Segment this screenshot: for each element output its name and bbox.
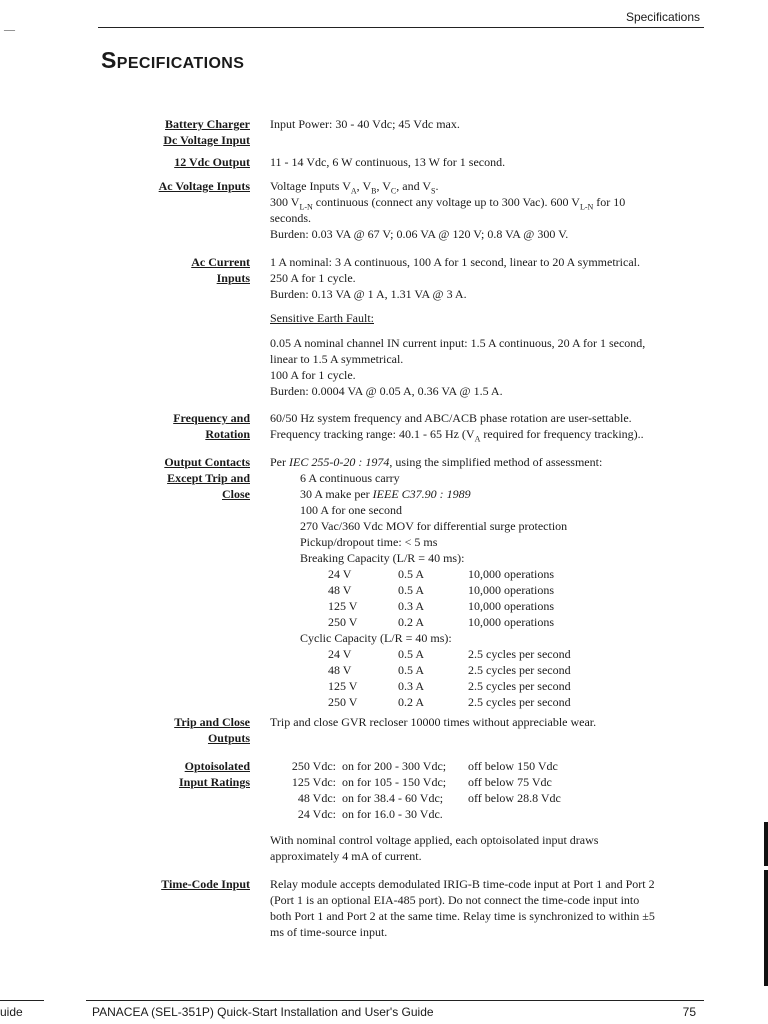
table-row: 250 Vdc: on for 200 - 300 Vdc; off below 150 Vdc (291, 759, 558, 773)
table-row: 48 V 0.5 A 10,000 operations (328, 583, 554, 597)
change-bar (764, 822, 768, 866)
footer-rule (0, 1000, 44, 1001)
footer-title: PANACEA (SEL-351P) Quick-Start Installation and User's Guide (92, 1005, 434, 1019)
table-row: 125 V 0.3 A 10,000 operations (328, 599, 554, 613)
spec-body: 11 - 14 Vdc, 6 W continuous, 13 W for 1 second. (270, 155, 506, 169)
spec-body: 1 A nominal: 3 A continuous, 100 A for 1 second, linear to 20 A symmetrical. 250 A for 1 cycle. Burden: 0.13 VA @ 1 A, 1.31 VA @ 3 A. Sensitive Earth Fault: 0.05 A nominal channel IN current input: 1.5 A continuous, 20 A for 1 second, linear to 1.5 A symmetrical. 100 A for 1 cycle. Burden: 0.0004 VA @ 0.05 A, 0.36 VA @ 1.5 A. (270, 254, 690, 399)
spec-label: Battery Charger Dc Voltage Input (163, 117, 250, 147)
spec-body: Input Power: 30 - 40 Vdc; 45 Vdc max. (270, 117, 460, 131)
edge-dash: — (4, 24, 15, 36)
spec-body: Relay module accepts demodulated IRIG-B time-code input at Port 1 and Port 2 (Port 1 is an optional EIA-485 port). Do not connect the time-code input into both Port 1 and Port 2 at the same time. Relay time is synchronized to within ±5 ms of time-source input. (270, 877, 655, 939)
footer-cut-text: uide (0, 1005, 23, 1019)
page-number: 75 (682, 1005, 696, 1019)
table-row: 125 V 0.3 A 2.5 cycles per second (328, 679, 571, 693)
spec-body: Trip and close GVR recloser 10000 times without appreciable wear. (270, 715, 597, 729)
breaking-capacity-table (328, 566, 554, 630)
table-row: 250 V 0.2 A 2.5 cycles per second (328, 695, 571, 709)
page-title: Specifications (101, 47, 245, 73)
table-row: 250 V 0.2 A 10,000 operations (328, 615, 554, 629)
spec-label: Ac Current Inputs (191, 255, 250, 285)
spec-label: Output Contacts Except Trip and Close (164, 455, 250, 501)
optoisolated-ratings-table (280, 758, 567, 822)
sensitive-earth-fault-heading: Sensitive Earth Fault: (270, 311, 374, 325)
spec-label: Time-Code Input (161, 877, 250, 891)
table-row: 48 V 0.5 A 2.5 cycles per second (328, 663, 571, 677)
spec-body: Voltage Inputs $V_A$, $V_B$, $V_C$, and $V_S$. 300 $V_{L-N}$ continuous (connect any voltage up to 300 Vac). 600 $V_{L-N}$ for 10 seconds. Burden: 0.03 VA @ 67 V; 0.06 VA @ 120 V; 0.8 VA @ 300 V. (270, 179, 626, 241)
table-row: 48 Vdc: on for 38.4 - 60 Vdc; off below 28.8 Vdc (297, 791, 561, 805)
cyclic-capacity-table (328, 646, 571, 710)
change-bar (764, 870, 768, 986)
running-header: Specifications (625, 10, 700, 24)
spec-body: 250 Vdc: on for 200 - 300 Vdc; off below 150 Vdc 125 Vdc: on for 105 - 150 Vdc; off below 75 Vdc 48 Vdc: on for 38.4 - 60 Vdc; off below 28.8 Vdc 24 Vdc: on for 16.0 - 30 Vdc. With nominal control voltage applied, each optoisolated input draws approximately 4 mA of current. (270, 759, 599, 863)
table-row: 24 Vdc: on for 16.0 - 30 Vdc. (297, 807, 443, 821)
spec-label: Ac Voltage Inputs (158, 179, 250, 193)
spec-label: 12 Vdc Output (174, 155, 250, 169)
spec-body: Per IEC 255-0-20 : 1974, using the simplified method of assessment: 6 A continuous carry 30 A make per IEEE C37.90 : 1989 100 A for one second 270 Vac/360 Vdc MOV for differential surge protection Pickup/dropout time: < 5 ms Breaking Capacity (L/R = 40 ms): 24 V 0.5 A 10,000 operations 48 V 0.5 A 10,000 operations 125 V 0.3 A 10,000 operations 250 V 0.2 A 10,000 operations Cyclic Capacity (L/R = 40 ms): 24 V 0.5 A 2.5 cycles per second 48 V 0.5 A 2.5 cycles per second 125 V 0.3 A 2.5 cycles per second 250 V 0.2 A 2.5 cycles per second (270, 454, 690, 710)
spec-label: Optoisolated Input Ratings (178, 759, 250, 789)
spec-label: Frequency and Rotation (173, 411, 250, 441)
spec-label: Trip and Close Outputs (174, 715, 250, 745)
spec-body: 60/50 Hz system frequency and ABC/ACB phase rotation are user-settable. Frequency tracking range: 40.1 - 65 Hz ($V_A$ required for frequency tracking).. (270, 411, 644, 444)
cyclic-capacity-heading: Cyclic Capacity (L/R = 40 ms): (300, 631, 452, 645)
table-row: 24 V 0.5 A 2.5 cycles per second (328, 647, 571, 661)
table-row: 24 V 0.5 A 10,000 operations (328, 567, 554, 581)
breaking-capacity-heading: Breaking Capacity (L/R = 40 ms): (300, 551, 465, 565)
footer-rule (86, 1000, 704, 1001)
table-row: 125 Vdc: on for 105 - 150 Vdc; off below 75 Vdc (291, 775, 552, 789)
header-rule (98, 27, 704, 28)
